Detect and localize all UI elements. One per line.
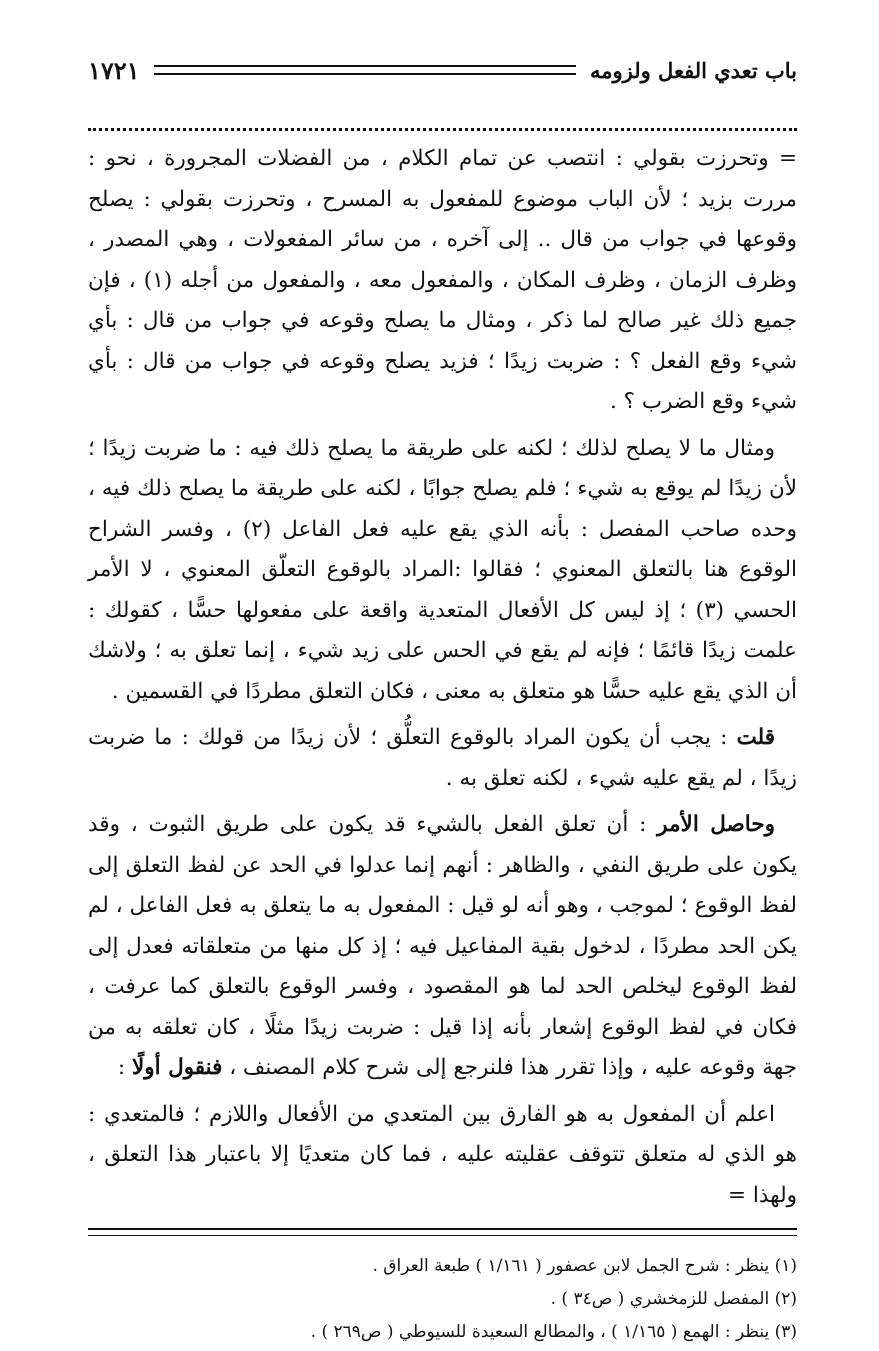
footnote-2: (٢) المفصل للزمخشري ( ص٣٤ ) . [550,1289,797,1309]
footnote-1: (١) ينظر : شرح الجمل لابن عصفور ( ١/١٦١ ) طبعة العراق . [372,1256,797,1276]
paragraph-3-text: : يجب أن يكون المراد بالوقوع التعلُّق ؛ لأن زيدًا من قولك : ما ضربت زيدًا ، لم يقع عليه شيء ، لكنه تعلق به . [88,725,797,791]
paragraph-3-lead: قلت [736,725,775,750]
footnotes [88,1250,797,1349]
footnote-rule [88,1228,797,1236]
paragraph-4-tail: فنقول أولًا [131,1055,223,1080]
footnote-3: (٣) ينظر : الهمع ( ١/١٦٥ ) ، والمطالع السعيدة للسيوطي ( ص٢٦٩ ) . [310,1322,797,1342]
running-header [88,52,797,88]
paragraph-4-end: : [117,1055,132,1080]
paragraph-4-lead: وحاصل الأمر [657,812,775,837]
chapter-title: باب تعدي الفعل ولزومه [589,57,797,83]
paragraph-4-text: : أن تعلق الفعل بالشيء قد يكون على طريق الثبوت ، وقد يكون على طريق النفي ، والظاهر : أنهم إنما عدلوا في الحد عن لفظ التعلق إلى لفظ الوقوع ؛ لموجب ، وهو أنه لو قيل : المفعول به ما يتعلق به فعل الفاعل ، لم يكن الحد مطردًا ، لدخول بقية المفاعيل فيه ؛ إذ كل منها من متعلقاته فعدل إلى لفظ الوقوع ليخلص الحد لما هو المقصود ، وفسر الوقوع بالتعلق كما عرفت ، فكان في لفظ الوقوع إشعار بأنه إذا قيل : ضربت زيدًا مثلًا ، كان تعلقه به من جهة وقوعه عليه ، وإذا تقرر هذا فلنرجع إلى شرح كلام المصنف ، [88,812,797,1080]
header-rule [154,65,576,75]
paragraph-3 [88,718,797,799]
page-number: ١٧٢١ [88,55,140,85]
paragraph-5: اعلم أن المفعول به هو الفارق بين المتعدي من الأفعال واللازم ؛ فالمتعدي : هو الذي له متعلق تتوقف عقليته عليه ، فما كان متعديًا إلا باعتبار هذا التعلق ، ولهذا = [88,1101,797,1208]
dotted-separator [88,110,797,131]
main-text [88,139,797,1216]
paragraph-2: ومثال ما لا يصلح لذلك ؛ لكنه على طريقة ما يصلح ذلك فيه : ما ضربت زيدًا ؛ لأن زيدًا لم يوقع به شيء ؛ فلم يصلح جوابًا ، لكنه على طريقة ما يصلح ذلك فيه ، وحده صاحب المفصل : بأنه الذي يقع عليه فعل الفاعل (٢) ، وفسر الشراح الوقوع هنا بالتعلق المعنوي ؛ فقالوا :المراد بالوقوع التعلّق المعنوي ، لا الأمر الحسي (٣) ؛ إذ ليس كل الأفعال المتعدية واقعة على مفعولها حسًّا ، كقولك : علمت زيدًا قائمًا ؛ فإنه لم يقع في الحس على زيد شيء ، إنما تعلق به ؛ ولاشك أن الذي يقع عليه حسًّا هو متعلق به معنى ، فكان التعلق مطردًا في القسمين . [88,435,798,704]
paragraph-1: = وتحرزت بقولي : انتصب عن تمام الكلام ، من الفضلات المجرورة ، نحو : مررت بزيد ؛ لأن الباب موضوع للمفعول به المسرح ، وتحرزت بقولي : يصلح وقوعها في جواب من قال .. إلى آخره ، من سائر المفعولات ، وهي المصدر ، وظرف الزمان ، وظرف المكان ، والمفعول معه ، والمفعول من أجله (١) ، فإن جميع ذلك غير صالح لما ذكر ، ومثال ما يصلح وقوعه في جواب من قال : بأي شيء وقع الفعل ؟ : ضربت زيدًا ؛ فزيد يصلح وقوعه في جواب من قال : بأي شيء وقع الضرب ؟ . [88,146,797,414]
paragraph-4 [88,805,797,1089]
